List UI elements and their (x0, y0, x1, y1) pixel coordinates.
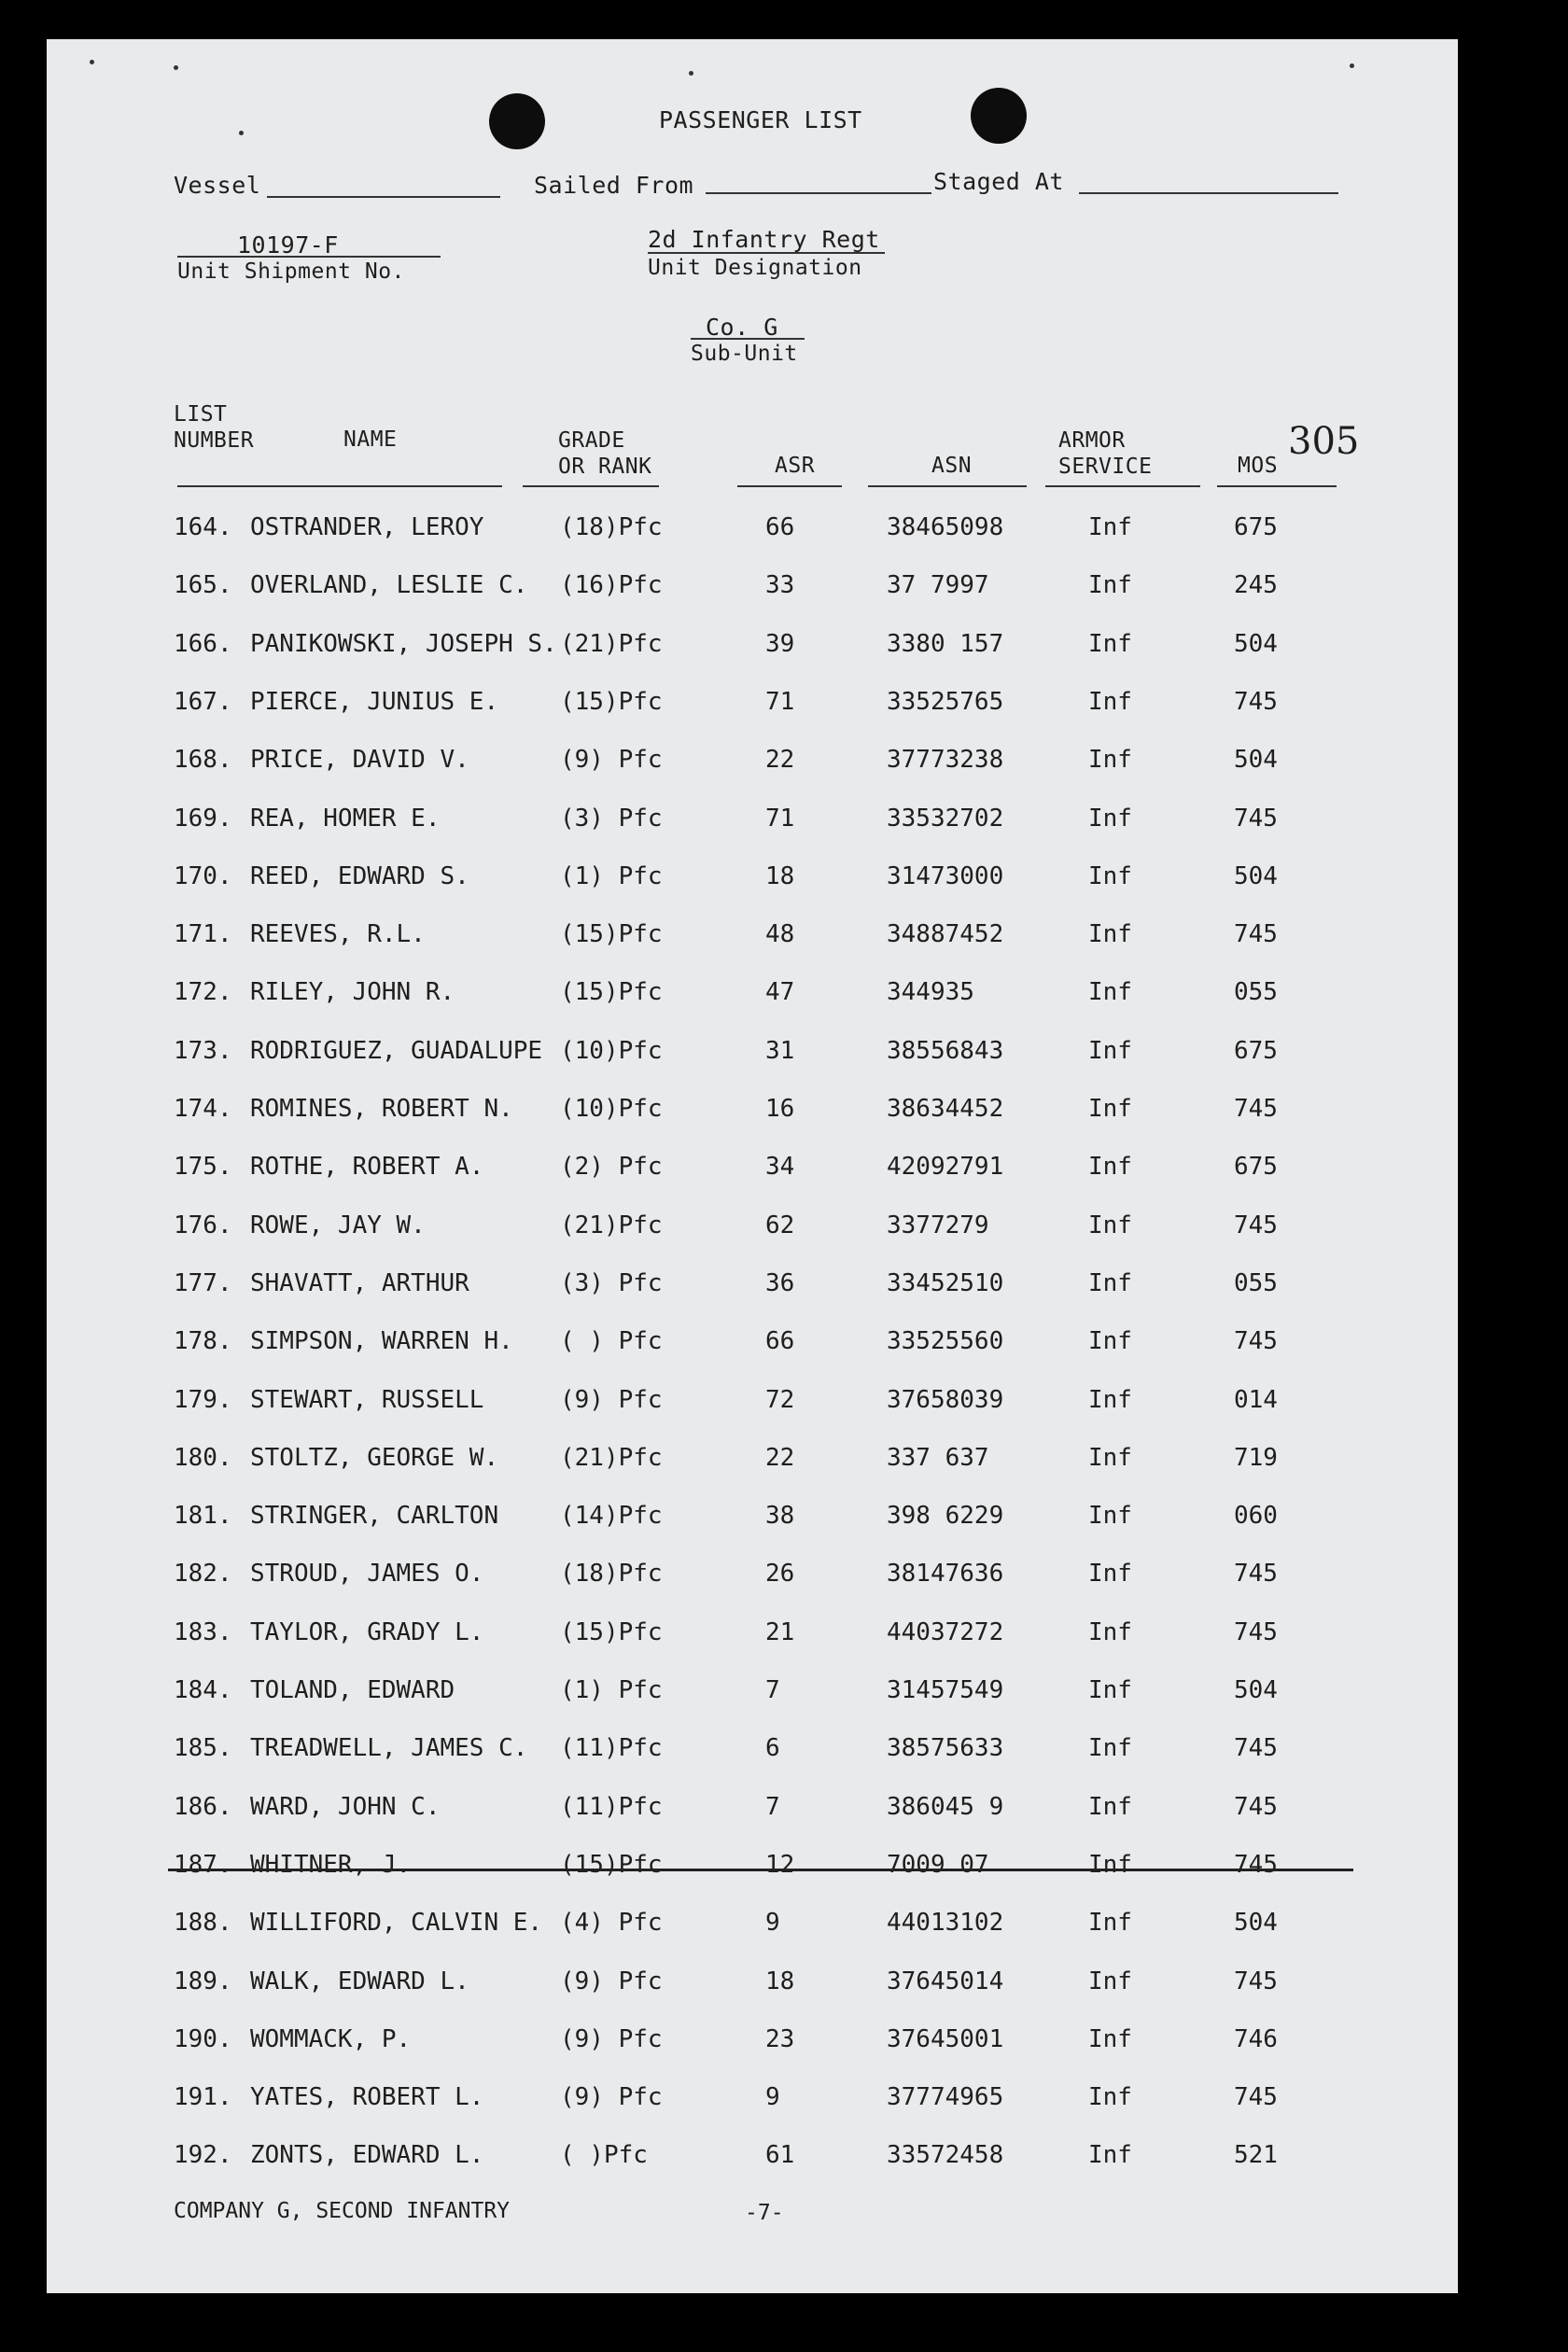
punch-hole-left-icon (489, 93, 545, 149)
passenger-name: WARD, JOHN C. (250, 1793, 441, 1821)
army-serial-number: 33532702 (887, 805, 1004, 833)
table-row (47, 2083, 1458, 2121)
army-serial-number: 31473000 (887, 862, 1004, 890)
list-number: 178. (174, 1327, 232, 1355)
vessel-blank (267, 196, 500, 198)
col-header-arm-service: ARMOR SERVICE (1058, 428, 1153, 479)
table-row (47, 1327, 1458, 1365)
grade-rank: (15)Pfc (560, 688, 663, 716)
mos-code: 504 (1234, 1676, 1278, 1704)
army-serial-number: 44037272 (887, 1618, 1004, 1646)
army-serial-number: 42092791 (887, 1153, 1004, 1181)
asr-score: 71 (765, 688, 795, 716)
arm-service: Inf (1088, 1386, 1132, 1414)
asr-score: 16 (765, 1095, 795, 1123)
grade-rank: (4) Pfc (560, 1909, 663, 1937)
grade-rank: (15)Pfc (560, 1618, 663, 1646)
table-row (47, 1793, 1458, 1830)
grade-rank: (15)Pfc (560, 978, 663, 1006)
asr-score: 33 (765, 571, 795, 599)
table-row (47, 1269, 1458, 1307)
grade-rank: (15)Pfc (560, 920, 663, 948)
mos-code: 745 (1234, 1211, 1278, 1239)
mos-code: 504 (1234, 1909, 1278, 1937)
col-header-grade: GRADE OR RANK (558, 428, 652, 479)
speck-icon (689, 71, 693, 76)
arm-service: Inf (1088, 1153, 1132, 1181)
arm-service: Inf (1088, 630, 1132, 658)
mos-code: 745 (1234, 2083, 1278, 2111)
table-row (47, 571, 1458, 609)
mos-code: 745 (1234, 1618, 1278, 1646)
grade-rank: (18)Pfc (560, 513, 663, 541)
mos-code: 014 (1234, 1386, 1278, 1414)
army-serial-number: 33452510 (887, 1269, 1004, 1297)
arm-service: Inf (1088, 2083, 1132, 2111)
list-number: 185. (174, 1734, 232, 1762)
table-row (47, 1211, 1458, 1249)
arm-service: Inf (1088, 920, 1132, 948)
arm-service: Inf (1088, 1909, 1132, 1937)
grade-rank: (21)Pfc (560, 1211, 663, 1239)
army-serial-number: 44013102 (887, 1909, 1004, 1937)
army-serial-number: 38575633 (887, 1734, 1004, 1762)
mos-code: 675 (1234, 1153, 1278, 1181)
list-number: 190. (174, 2025, 232, 2053)
passenger-name: OVERLAND, LESLIE C. (250, 571, 528, 599)
asr-score: 26 (765, 1560, 795, 1588)
sailed-from-blank (706, 192, 931, 194)
asr-score: 6 (765, 1734, 780, 1762)
table-row (47, 1386, 1458, 1423)
staged-at-blank (1079, 192, 1338, 194)
army-serial-number: 33525560 (887, 1327, 1004, 1355)
arm-service: Inf (1088, 1211, 1132, 1239)
mos-code: 745 (1234, 1560, 1278, 1588)
army-serial-number: 38634452 (887, 1095, 1004, 1123)
header-rule-6 (1217, 485, 1337, 487)
army-serial-number: 344935 (887, 978, 974, 1006)
list-number: 192. (174, 2141, 232, 2169)
grade-rank: ( ) Pfc (560, 1327, 663, 1355)
army-serial-number: 37645014 (887, 1967, 1004, 1995)
table-row (47, 1502, 1458, 1539)
speck-icon (174, 65, 178, 70)
army-serial-number: 37658039 (887, 1386, 1004, 1414)
asr-score: 21 (765, 1618, 795, 1646)
asr-score: 66 (765, 1327, 795, 1355)
list-number: 189. (174, 1967, 232, 1995)
col-header-asr: ASR (775, 454, 816, 478)
asr-score: 72 (765, 1386, 795, 1414)
passenger-list-document (47, 39, 1458, 2293)
table-row (47, 1676, 1458, 1714)
grade-rank: (1) Pfc (560, 1676, 663, 1704)
list-number: 167. (174, 688, 232, 716)
footer-page-number: -7- (745, 2201, 784, 2225)
list-number: 171. (174, 920, 232, 948)
grade-rank: (11)Pfc (560, 1793, 663, 1821)
army-serial-number: 38556843 (887, 1037, 1004, 1065)
header-rule-3 (737, 485, 842, 487)
table-row (47, 1153, 1458, 1190)
arm-service: Inf (1088, 1327, 1132, 1355)
arm-service: Inf (1088, 805, 1132, 833)
arm-service: Inf (1088, 1444, 1132, 1472)
list-number: 166. (174, 630, 232, 658)
arm-service: Inf (1088, 1095, 1132, 1123)
mos-code: 675 (1234, 1037, 1278, 1065)
unit-shipment-label: Unit Shipment No. (177, 259, 405, 284)
passenger-name: SHAVATT, ARTHUR (250, 1269, 469, 1297)
grade-rank: (9) Pfc (560, 2025, 663, 2053)
list-number: 165. (174, 571, 232, 599)
list-number: 173. (174, 1037, 232, 1065)
asr-score: 7 (765, 1676, 780, 1704)
list-number: 177. (174, 1269, 232, 1297)
arm-service: Inf (1088, 1037, 1132, 1065)
sub-unit-label: Sub-Unit (691, 342, 798, 366)
grade-rank: (9) Pfc (560, 746, 663, 774)
sub-unit-rule (691, 338, 805, 340)
asr-score: 36 (765, 1269, 795, 1297)
asr-score: 61 (765, 2141, 795, 2169)
table-row (47, 805, 1458, 842)
passenger-name: ROWE, JAY W. (250, 1211, 426, 1239)
table-row (47, 688, 1458, 725)
asr-score: 47 (765, 978, 795, 1006)
passenger-name: WALK, EDWARD L. (250, 1967, 469, 1995)
grade-rank: (15)Pfc (560, 1851, 663, 1879)
asr-score: 18 (765, 1967, 795, 1995)
asr-score: 48 (765, 920, 795, 948)
grade-rank: (21)Pfc (560, 630, 663, 658)
army-serial-number: 386045 9 (887, 1793, 1004, 1821)
list-number: 183. (174, 1618, 232, 1646)
mos-code: 504 (1234, 862, 1278, 890)
list-number: 179. (174, 1386, 232, 1414)
army-serial-number: 37774965 (887, 2083, 1004, 2111)
asr-score: 9 (765, 1909, 780, 1937)
unit-designation-label: Unit Designation (648, 256, 862, 280)
asr-score: 22 (765, 746, 795, 774)
table-row (47, 920, 1458, 958)
list-number: 170. (174, 862, 232, 890)
list-number: 184. (174, 1676, 232, 1704)
arm-service: Inf (1088, 1502, 1132, 1530)
passenger-name: ZONTS, EDWARD L. (250, 2141, 484, 2169)
passenger-name: ROTHE, ROBERT A. (250, 1153, 484, 1181)
table-row (47, 978, 1458, 1015)
mos-code: 504 (1234, 630, 1278, 658)
passenger-name: PANIKOWSKI, JOSEPH S. (250, 630, 557, 658)
speck-icon (1350, 63, 1354, 68)
table-row (47, 1444, 1458, 1481)
army-serial-number: 37773238 (887, 746, 1004, 774)
list-number: 188. (174, 1909, 232, 1937)
header-rule-5 (1045, 485, 1200, 487)
table-row (47, 1037, 1458, 1074)
table-row (47, 1618, 1458, 1656)
arm-service: Inf (1088, 978, 1132, 1006)
header-rule-1 (177, 485, 502, 487)
army-serial-number: 33572458 (887, 2141, 1004, 2169)
speck-icon (90, 60, 94, 64)
mos-code: 745 (1234, 920, 1278, 948)
header-rule-2 (523, 485, 659, 487)
list-number: 175. (174, 1153, 232, 1181)
asr-score: 7 (765, 1793, 780, 1821)
passenger-name: TOLAND, EDWARD (250, 1676, 455, 1704)
sailed-from-label: Sailed From (534, 172, 694, 199)
army-serial-number: 31457549 (887, 1676, 1004, 1704)
asr-score: 18 (765, 862, 795, 890)
passenger-name: REED, EDWARD S. (250, 862, 469, 890)
list-number: 181. (174, 1502, 232, 1530)
list-number: 191. (174, 2083, 232, 2111)
asr-score: 31 (765, 1037, 795, 1065)
col-header-mos: MOS (1238, 454, 1279, 478)
mos-code: 719 (1234, 1444, 1278, 1472)
passenger-name: REA, HOMER E. (250, 805, 441, 833)
arm-service: Inf (1088, 2025, 1132, 2053)
list-number: 182. (174, 1560, 232, 1588)
army-serial-number: 3380 157 (887, 630, 1004, 658)
army-serial-number: 398 6229 (887, 1502, 1004, 1530)
mos-code: 055 (1234, 1269, 1278, 1297)
army-serial-number: 7009 07 (887, 1851, 989, 1879)
arm-service: Inf (1088, 1793, 1132, 1821)
mos-code: 504 (1234, 746, 1278, 774)
army-serial-number: 337 637 (887, 1444, 989, 1472)
passenger-name: RODRIGUEZ, GUADALUPE (250, 1037, 543, 1065)
list-number: 168. (174, 746, 232, 774)
grade-rank: ( )Pfc (560, 2141, 648, 2169)
grade-rank: (18)Pfc (560, 1560, 663, 1588)
table-row (47, 1095, 1458, 1132)
sub-unit-value: Co. G (706, 314, 778, 341)
passenger-name: WOMMACK, P. (250, 2025, 412, 2053)
page-stamp-number: 305 (1288, 420, 1360, 463)
list-number: 180. (174, 1444, 232, 1472)
asr-score: 23 (765, 2025, 795, 2053)
passenger-name: OSTRANDER, LEROY (250, 513, 484, 541)
asr-score: 38 (765, 1502, 795, 1530)
passenger-name: STRINGER, CARLTON (250, 1502, 499, 1530)
table-row (47, 630, 1458, 667)
passenger-name: YATES, ROBERT L. (250, 2083, 484, 2111)
table-row (47, 1967, 1458, 2005)
list-number: 176. (174, 1211, 232, 1239)
unit-shipment-number: 10197-F (237, 231, 339, 259)
table-row (47, 513, 1458, 551)
arm-service: Inf (1088, 1734, 1132, 1762)
speck-icon (239, 131, 244, 135)
arm-service: Inf (1088, 688, 1132, 716)
arm-service: Inf (1088, 513, 1132, 541)
army-serial-number: 37645001 (887, 2025, 1004, 2053)
mos-code: 745 (1234, 1793, 1278, 1821)
table-row (47, 1734, 1458, 1771)
footer-company: COMPANY G, SECOND INFANTRY (174, 2199, 511, 2223)
asr-score: 34 (765, 1153, 795, 1181)
grade-rank: (16)Pfc (560, 571, 663, 599)
passenger-name: STEWART, RUSSELL (250, 1386, 484, 1414)
mos-code: 675 (1234, 513, 1278, 541)
grade-rank: (10)Pfc (560, 1037, 663, 1065)
grade-rank: (10)Pfc (560, 1095, 663, 1123)
mos-code: 745 (1234, 688, 1278, 716)
col-header-list-number: LIST NUMBER (174, 402, 255, 453)
mos-code: 055 (1234, 978, 1278, 1006)
passenger-name: REEVES, R.L. (250, 920, 426, 948)
arm-service: Inf (1088, 571, 1132, 599)
mos-code: 745 (1234, 1967, 1278, 1995)
arm-service: Inf (1088, 1967, 1132, 1995)
army-serial-number: 38465098 (887, 513, 1004, 541)
document-title: PASSENGER LIST (659, 106, 862, 133)
list-number: 186. (174, 1793, 232, 1821)
passenger-name: TAYLOR, GRADY L. (250, 1618, 484, 1646)
col-header-name: NAME (343, 427, 398, 452)
grade-rank: (2) Pfc (560, 1153, 663, 1181)
arm-service: Inf (1088, 2141, 1132, 2169)
asr-score: 62 (765, 1211, 795, 1239)
asr-score: 39 (765, 630, 795, 658)
asr-score: 9 (765, 2083, 780, 2111)
mos-code: 745 (1234, 1734, 1278, 1762)
passenger-name: PIERCE, JUNIUS E. (250, 688, 499, 716)
passenger-name: STOLTZ, GEORGE W. (250, 1444, 499, 1472)
mos-code: 745 (1234, 1095, 1278, 1123)
army-serial-number: 38147636 (887, 1560, 1004, 1588)
arm-service: Inf (1088, 1269, 1132, 1297)
list-number: 174. (174, 1095, 232, 1123)
table-row (47, 2025, 1458, 2063)
table-row (47, 746, 1458, 783)
strikethrough-line (168, 1869, 1353, 1871)
passenger-name: RILEY, JOHN R. (250, 978, 455, 1006)
table-row (47, 1909, 1458, 1946)
unit-shipment-rule (177, 256, 441, 258)
passenger-name: SIMPSON, WARREN H. (250, 1327, 513, 1355)
mos-code: 745 (1234, 1851, 1278, 1879)
col-header-asn: ASN (931, 454, 973, 478)
grade-rank: (3) Pfc (560, 1269, 663, 1297)
header-rule-4 (868, 485, 1027, 487)
list-number: 187. (174, 1851, 232, 1879)
passenger-name: STROUD, JAMES O. (250, 1560, 484, 1588)
table-row (47, 1851, 1458, 1888)
arm-service: Inf (1088, 862, 1132, 890)
army-serial-number: 34887452 (887, 920, 1004, 948)
list-number: 164. (174, 513, 232, 541)
arm-service: Inf (1088, 1676, 1132, 1704)
passenger-name: ROMINES, ROBERT N. (250, 1095, 513, 1123)
arm-service: Inf (1088, 1851, 1132, 1879)
passenger-name: TREADWELL, JAMES C. (250, 1734, 528, 1762)
mos-code: 745 (1234, 1327, 1278, 1355)
passenger-name: WILLIFORD, CALVIN E. (250, 1909, 543, 1937)
grade-rank: (9) Pfc (560, 1386, 663, 1414)
grade-rank: (21)Pfc (560, 1444, 663, 1472)
table-row (47, 1560, 1458, 1597)
list-number: 172. (174, 978, 232, 1006)
grade-rank: (11)Pfc (560, 1734, 663, 1762)
mos-code: 521 (1234, 2141, 1278, 2169)
asr-score: 22 (765, 1444, 795, 1472)
grade-rank: (9) Pfc (560, 2083, 663, 2111)
arm-service: Inf (1088, 1618, 1132, 1646)
arm-service: Inf (1088, 746, 1132, 774)
arm-service: Inf (1088, 1560, 1132, 1588)
grade-rank: (14)Pfc (560, 1502, 663, 1530)
army-serial-number: 33525765 (887, 688, 1004, 716)
mos-code: 060 (1234, 1502, 1278, 1530)
table-row (47, 2141, 1458, 2178)
grade-rank: (9) Pfc (560, 1967, 663, 1995)
unit-designation-rule (648, 252, 885, 254)
army-serial-number: 3377279 (887, 1211, 989, 1239)
grade-rank: (3) Pfc (560, 805, 663, 833)
unit-designation: 2d Infantry Regt (648, 226, 880, 253)
grade-rank: (1) Pfc (560, 862, 663, 890)
table-row (47, 862, 1458, 900)
asr-score: 66 (765, 513, 795, 541)
asr-score: 12 (765, 1851, 795, 1879)
mos-code: 745 (1234, 805, 1278, 833)
asr-score: 71 (765, 805, 795, 833)
passenger-name: WHITNER, J. (250, 1851, 412, 1879)
punch-hole-right-icon (971, 88, 1027, 144)
vessel-label: Vessel (174, 172, 261, 199)
army-serial-number: 37 7997 (887, 571, 989, 599)
list-number: 169. (174, 805, 232, 833)
passenger-name: PRICE, DAVID V. (250, 746, 469, 774)
mos-code: 746 (1234, 2025, 1278, 2053)
staged-at-label: Staged At (933, 168, 1064, 195)
mos-code: 245 (1234, 571, 1278, 599)
